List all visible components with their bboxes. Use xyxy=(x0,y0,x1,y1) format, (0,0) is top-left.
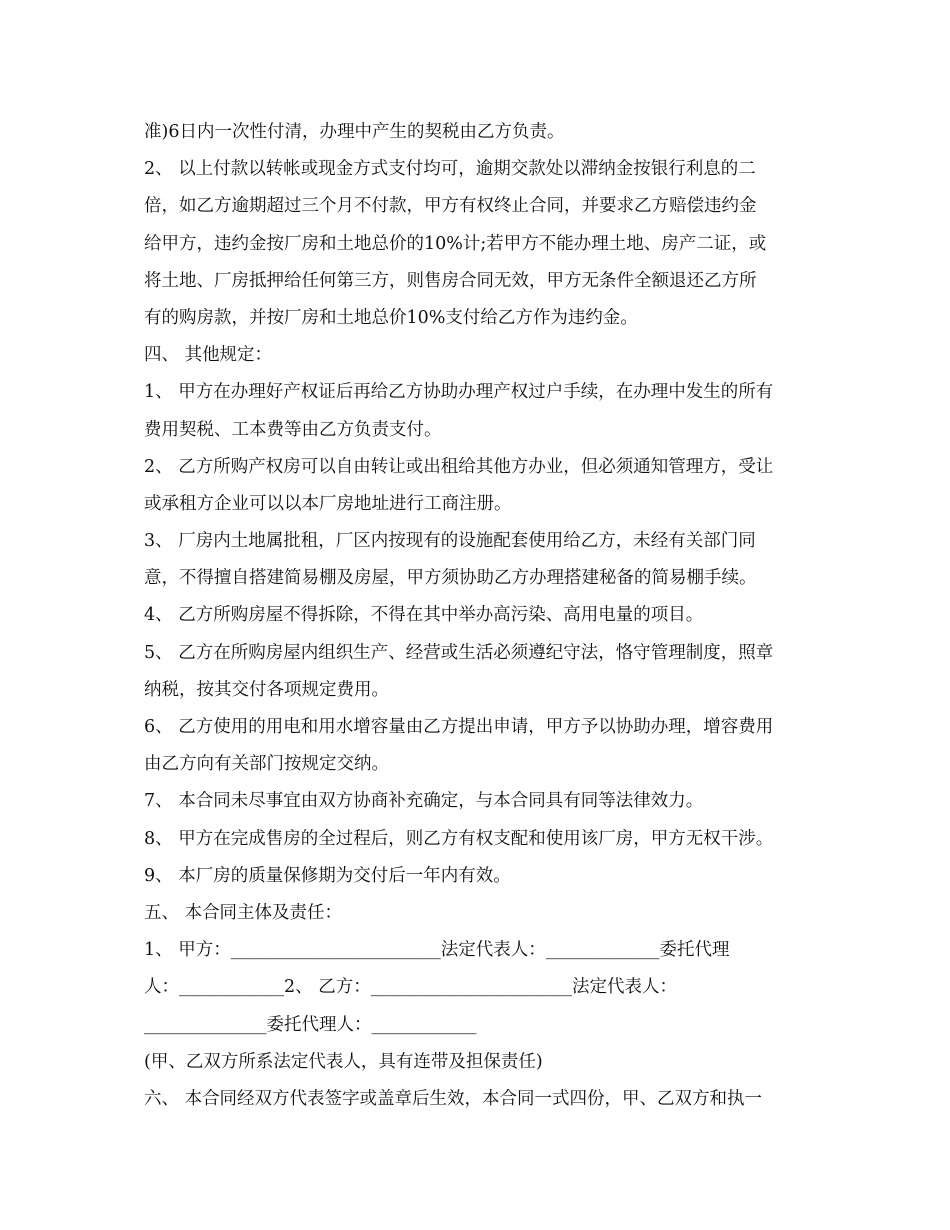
text-line: 4、 乙方所购房屋不得拆除，不得在其中举办高污染、高用电量的项目。 xyxy=(144,605,704,626)
section-heading: 四、 其他规定： xyxy=(144,345,273,366)
text-line: 9、 本厂房的质量保修期为交付后一年内有效。 xyxy=(144,865,511,886)
text-line: 或承租方企业可以以本厂房地址进行工商注册。 xyxy=(144,493,512,514)
text-line: 2、 乙方所购产权房可以自由转让或出租给其他方办业，但必须通知管理方，受让 xyxy=(144,456,774,477)
text-line: 纳税，按其交付各项规定费用。 xyxy=(144,679,389,700)
text-line: 7、 本合同未尽事宜由双方协商补充确定，与本合同具有同等法律效力。 xyxy=(144,791,704,812)
contract-text-body xyxy=(144,114,814,1118)
text-line: 将土地、厂房抵押给任何第三方，则售房合同无效，甲方无条件全额退还乙方所 xyxy=(144,270,757,291)
signature-line: ______________委托代理人：____________ xyxy=(144,1014,477,1035)
text-line: 由乙方向有关部门按规定交纳。 xyxy=(144,754,389,775)
text-line: 有的购房款，并按厂房和土地总价10%支付给乙方作为违约金。 xyxy=(144,307,638,328)
text-line: 6、 乙方使用的用电和用水增容量由乙方提出申请，甲方予以协助办理，增容费用 xyxy=(144,717,774,737)
signature-line: 人：____________2、 乙方：_______________________法定代表人： xyxy=(144,977,677,998)
text-line: 费用契税、工本费等由乙方负责支付。 xyxy=(144,419,442,440)
section-heading: 五、 本合同主体及责任： xyxy=(144,902,343,923)
text-line: 准)6日内一次性付清，办理中产生的契税由乙方负责。 xyxy=(144,122,565,142)
text-line: (甲、乙双方所系法定代表人，具有连带及担保责任) xyxy=(144,1051,543,1072)
text-line: 给甲方，违约金按厂房和土地总价的10%计;若甲方不能办理土地、房产二证，或 xyxy=(144,233,767,254)
text-line: 8、 甲方在完成售房的全过程后，则乙方有权支配和使用该厂房，甲方无权干涉。 xyxy=(144,828,774,849)
text-line: 3、 厂房内土地属批租，厂区内按现有的设施配套使用给乙方，未经有关部门同 xyxy=(144,531,756,552)
text-line: 1、 甲方在办理好产权证后再给乙方协助办理产权过户手续，在办理中发生的所有 xyxy=(144,382,774,403)
signature-line: 1、 甲方：________________________法定代表人：_____________委托代理 xyxy=(144,940,730,961)
text-line: 2、 以上付款以转帐或现金方式支付均可，逾期交款处以滞纳金按银行利息的二 xyxy=(144,159,756,180)
text-line: 5、 乙方在所购房屋内组织生产、经营或生活必须遵纪守法，恪守管理制度，照章 xyxy=(144,642,774,663)
section-heading: 六、 本合同经双方代表签字或盖章后生效，本合同一式四份，甲、乙双方和执一 xyxy=(144,1088,763,1109)
text-line: 倍，如乙方逾期超过三个月不付款，甲方有权终止合同，并要求乙方赔偿违约金 xyxy=(144,196,757,217)
text-line: 意，不得擅自搭建简易棚及房屋，甲方须协助乙方办理搭建秘备的简易棚手续。 xyxy=(144,568,757,589)
